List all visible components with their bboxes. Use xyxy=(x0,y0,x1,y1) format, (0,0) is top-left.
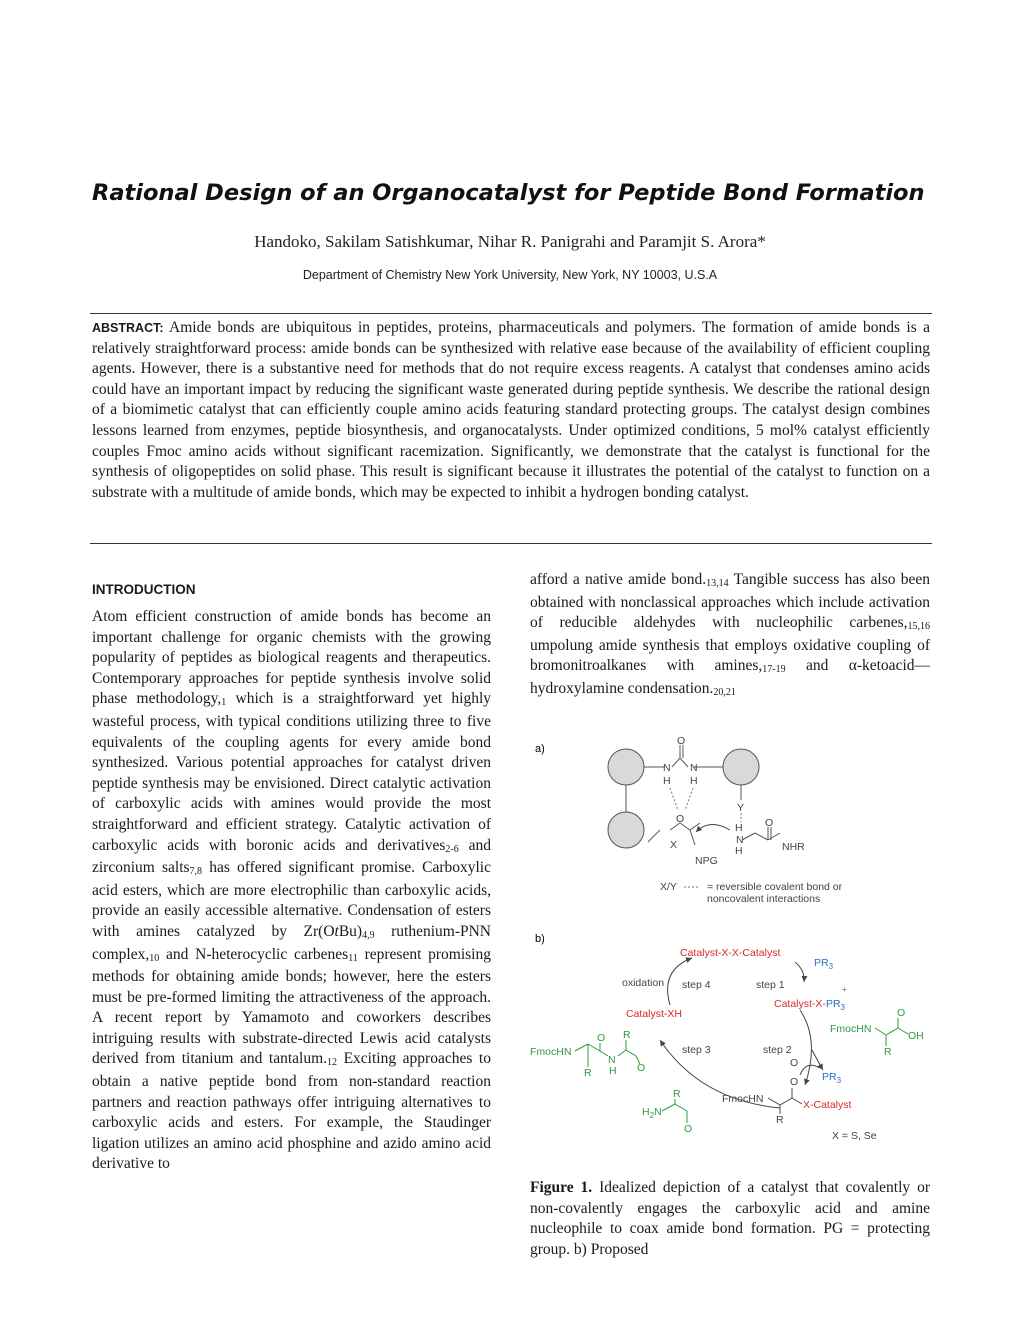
citation: 15,16 xyxy=(907,621,930,633)
amine-carbonyl-o: O xyxy=(684,1123,693,1135)
citation: 10 xyxy=(149,952,160,964)
intro-body-right xyxy=(530,570,930,702)
intro-text: Bu) xyxy=(338,922,363,940)
caption-text: Idealized depiction of a catalyst that covalently or non-covalently engages the carboxylic acid and amine nucleophile to coax amide bond formation. PG = protecting group. b) Proposed xyxy=(530,1179,930,1258)
legend-xy: X/Y xyxy=(660,881,677,893)
group-nhr: NHR xyxy=(782,841,805,853)
dipeptide-h: H xyxy=(609,1065,617,1077)
abstract-top-rule xyxy=(90,313,932,314)
intro-text: and α-ketoacid—hydroxylamine condensation. xyxy=(530,657,930,697)
label-oxidation: oxidation xyxy=(622,977,665,989)
atom-n-left: N xyxy=(663,762,671,774)
intro-text: which is a straightforward yet highly wasteful process, with typical conditions utilizing three to five equivalents of the coupling agents for every amide bond synthesized. Various potential approaches for catalyst driven peptide synthesis may be envisioned. Direct catalytic activation of carboxylic acids with amines would provide the most straightforward and efficient strategy. Catalytic activation of carboxylic acids with boronic acids and derivatives xyxy=(92,690,491,854)
label-fmoc-acid: FmocHN xyxy=(830,1023,872,1035)
acid-oh: OH xyxy=(908,1030,924,1042)
group-npg: NPG xyxy=(695,855,718,867)
figure-1-scheme xyxy=(520,730,940,1170)
label-thioester-catalyst: X-Catalyst xyxy=(803,1099,852,1111)
intro-text: Exciting approaches to obtain a native peptide bond from non-standard reaction partners and reaction pathways offer intriguing alternatives to carboxylic acids and esters. For example, the Staudinger ligation utilizes an amino acid phosphine and azido amino acid derivative to xyxy=(92,1050,491,1173)
intro-text: and zirconium salts xyxy=(92,836,491,877)
abstract-label: ABSTRACT: xyxy=(92,321,164,335)
atom-h-amine: H xyxy=(735,822,743,834)
dipeptide-r2: R xyxy=(584,1067,592,1079)
citation: 2-6 xyxy=(445,843,459,855)
thioester-carbonyl-o: O xyxy=(790,1076,799,1088)
figure-caption xyxy=(530,1178,930,1260)
acid-carbonyl-o: O xyxy=(897,1007,906,1019)
acid-side-chain-r: R xyxy=(884,1046,892,1058)
panel-b-label: b) xyxy=(535,933,545,945)
author-list: Handoko, Sakilam Satishkumar, Nihar R. Panigrahi and Paramjit S. Arora* xyxy=(254,232,766,251)
legend-line-1: = reversible covalent bond or xyxy=(707,881,843,893)
label-fmoc-dipeptide: FmocHN xyxy=(530,1046,572,1058)
label-activated-catalyst: Catalyst-$X-PR_3$ xyxy=(774,998,845,1012)
abstract-bottom-rule xyxy=(90,543,932,544)
citation: 12 xyxy=(327,1057,338,1069)
dipeptide-r1: R xyxy=(623,1029,631,1041)
citation: 4,9 xyxy=(362,929,375,941)
atom-n-amine: N xyxy=(736,834,744,846)
atom-n-right: N xyxy=(690,762,698,774)
phosphine-oxide-o: O xyxy=(790,1057,799,1069)
nucleophilic-attack-arrow xyxy=(696,824,730,832)
label-step-3: step 3 xyxy=(682,1044,711,1056)
citation: 11 xyxy=(348,952,358,964)
atom-o-ester: O xyxy=(676,813,685,825)
affiliation: Department of Chemistry New York University, New York, NY 10003, U.S.A xyxy=(302,268,718,282)
label-thiol-catalyst: Catalyst-XH xyxy=(626,1008,683,1020)
label-fmoc-thioester: FmocHN xyxy=(722,1093,764,1105)
intro-text: represent promising methods for obtaining amide bonds; however, here the esters must be pre-formed limiting the attractiveness of the approach. A recent report by Yamamoto and coworkers describes intriguing results with substrate-directed Lewis acid catalysts derived from titanium and tantalum. xyxy=(92,945,491,1068)
label-phosphine: $PR_3$ xyxy=(814,957,834,971)
atom-h-left: H xyxy=(663,775,671,787)
label-disulfide-catalyst: Catalyst-X-X-Catalyst xyxy=(680,947,781,959)
section-heading-introduction: INTRODUCTION xyxy=(92,582,196,597)
label-amine-h2n: $H_2N$ xyxy=(642,1106,662,1120)
label-step-2: step 2 xyxy=(763,1044,792,1056)
molecule-bonds-gray xyxy=(768,1088,802,1114)
citation: 17-19 xyxy=(762,664,786,676)
dipeptide-carbonyl-o: O xyxy=(597,1032,606,1044)
dipeptide-n: N xyxy=(608,1054,616,1066)
citation: 7,8 xyxy=(189,866,203,878)
caption-label: Figure 1. xyxy=(530,1179,593,1196)
phosphonium-charge: + xyxy=(842,985,847,994)
intro-text: Atom efficient construction of amide bonds has become an important challenge for organic chemists with the growing popularity of peptides as biological reagents and therapeutics. Contemporary approaches for peptide synthesis involve solid phase methodology, xyxy=(92,608,491,708)
atom-h-amine-2: H xyxy=(735,845,743,857)
thioester-side-chain-r: R xyxy=(776,1114,784,1126)
citation: 13,14 xyxy=(706,578,729,589)
paper-title: Rational Design of an Organocatalyst for Peptide Bond Formation xyxy=(92,180,925,206)
label-step-4: step 4 xyxy=(682,979,711,991)
intro-text: Tangible success has also been obtained with nonclassical approaches which include activation of reducible aldehydes with nucleophilic carbenes, xyxy=(530,571,930,632)
intro-text: afford a native amide bond. xyxy=(530,571,707,588)
dipeptide-carbonyl-o-2: O xyxy=(637,1062,646,1074)
atom-o-carbonyl: O xyxy=(677,735,686,747)
intro-text-italic: t xyxy=(334,922,339,940)
intro-text: umpolung amide synthesis that employs oxidative coupling of bromonitroalkanes with amines, xyxy=(530,636,930,675)
panel-a-label: a) xyxy=(535,743,545,755)
citation: 20,21 xyxy=(713,686,736,698)
abstract-text: Amide bonds are ubiquitous in peptides, proteins, pharmaceuticals and polymers. The formation of amide bonds is a relatively straightforward process: amide bonds can be synthesized with relative ease because of the availability of efficient coupling agents. However, there is a substantive need for methods that do not require excess reagents. A catalyst that condenses amino acids could have an important impact by reducing the significant waste generated during peptide synthesis. We describe the rational design of a biomimetic catalyst that can efficiently couple amino acids featuring standard protecting groups. The catalyst design combines lessons learned from enzymes, peptide biosynthesis, and organocatalysts. Under optimized conditions, 5 mol% catalyst efficiently couples Fmoc amino acids without significant racemization. Significantly, we demonstrate that the catalyst is functional for the synthesis of oligopeptides on solid phase. This result is significant because it illustrates the potential of the catalyst to function on a substrate with a multitude of amide bonds, which may be expected to inhibit a hydrogen bonding catalyst. xyxy=(92,319,930,501)
intro-text: and N-heterocyclic carbenes xyxy=(159,945,349,963)
label-step-1: step 1 xyxy=(756,979,785,991)
atom-o-amide: O xyxy=(765,817,774,829)
abstract xyxy=(92,318,930,503)
label-x-definition: X = S, Se xyxy=(832,1130,877,1142)
amine-side-chain-r: R xyxy=(673,1088,681,1100)
intro-body-left xyxy=(92,607,491,1175)
intro-text: ruthenium-PNN complex, xyxy=(92,922,491,963)
atom-y: Y xyxy=(737,802,745,814)
atom-x: X xyxy=(670,839,678,851)
atom-h-right: H xyxy=(690,775,698,787)
citation: 1 xyxy=(221,697,227,709)
label-phosphine-oxide: $PR_3$ xyxy=(822,1071,842,1085)
intro-text: has offered significant promise. Carboxylic acid esters, which are more electrophilic than carboxylic acids, provide an easily accessible alternative. Condensation of esters with amines catalyzed by Zr(O xyxy=(92,859,491,940)
legend-line-2: noncovalent interactions xyxy=(707,893,821,905)
